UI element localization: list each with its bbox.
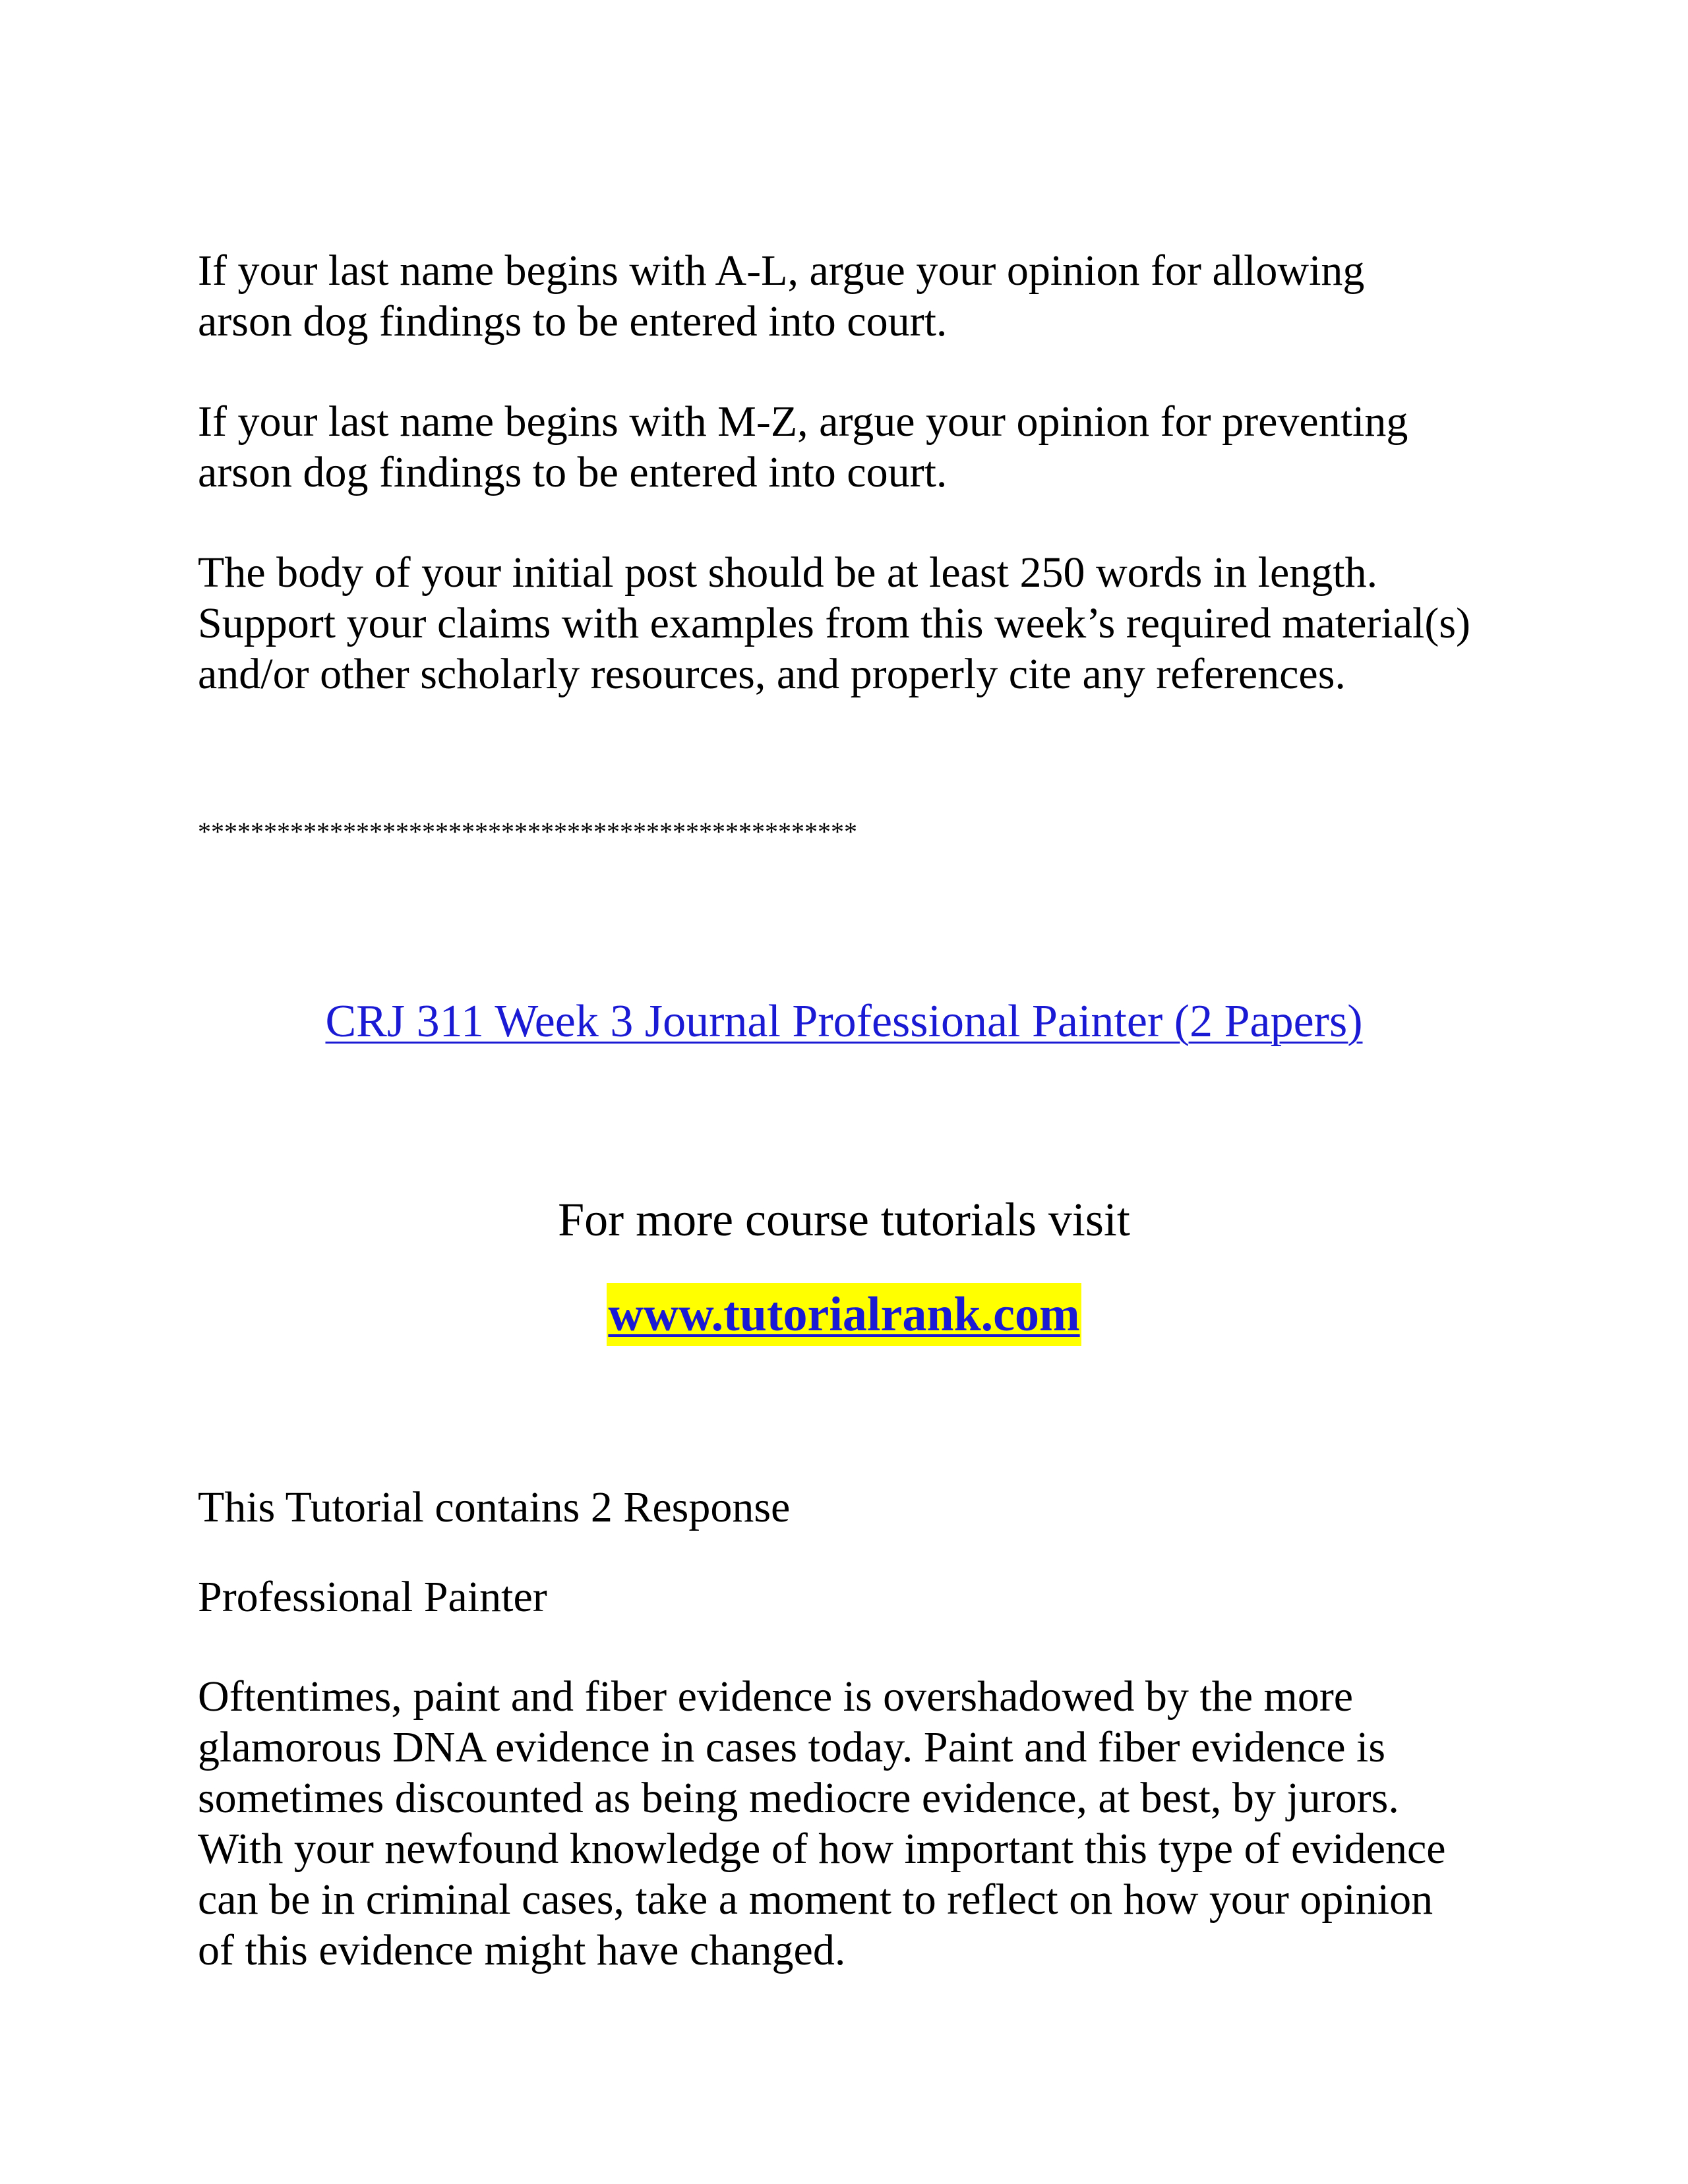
text-line: can be in criminal cases, take a moment to reflect on how your opinion — [198, 1875, 1433, 1924]
tutorial-contains-text — [198, 1482, 1556, 1533]
promo-visit-text: For more course tutorials visit — [558, 1193, 1130, 1246]
text-line: If your last name begins with A-L, argue your opinion for allowing — [198, 247, 1365, 295]
tutorial-heading — [198, 1572, 1556, 1622]
text-line: arson dog findings to be entered into court. — [198, 448, 948, 496]
text-line: arson dog findings to be entered into court. — [198, 297, 948, 345]
text-line: The body of your initial post should be at least 250 words in length. — [198, 548, 1378, 597]
course-title-link[interactable]: CRJ 311 Week 3 Journal Professional Painter (2 Papers) — [325, 996, 1363, 1047]
text-line: and/or other scholarly resources, and properly cite any references. — [198, 650, 1346, 698]
instruction-paragraph-length — [198, 547, 1556, 699]
text-line: If your last name begins with M-Z, argue your opinion for preventing — [198, 398, 1408, 446]
text-line: Oftentimes, paint and fiber evidence is overshadowed by the more — [198, 1672, 1354, 1721]
tutorialrank-site-link[interactable]: www.tutorialrank.com — [607, 1283, 1081, 1346]
text-line: glamorous DNA evidence in cases today. Paint and fiber evidence is — [198, 1723, 1386, 1771]
promo-site-container — [0, 1283, 1688, 1346]
text-line: This Tutorial contains 2 Response — [198, 1483, 791, 1531]
instruction-paragraph-a-l — [198, 245, 1556, 347]
text-line: With your newfound knowledge of how important this type of evidence — [198, 1825, 1446, 1873]
asterisk-separator: ************************************************** — [198, 817, 857, 846]
instruction-paragraph-m-z — [198, 396, 1556, 498]
text-line: Professional Painter — [198, 1573, 547, 1621]
tutorial-body-paragraph — [198, 1671, 1556, 1976]
text-line: Support your claims with examples from this week’s required material(s) — [198, 599, 1471, 647]
text-line: sometimes discounted as being mediocre evidence, at best, by jurors. — [198, 1774, 1399, 1822]
text-line: of this evidence might have changed. — [198, 1926, 846, 1974]
